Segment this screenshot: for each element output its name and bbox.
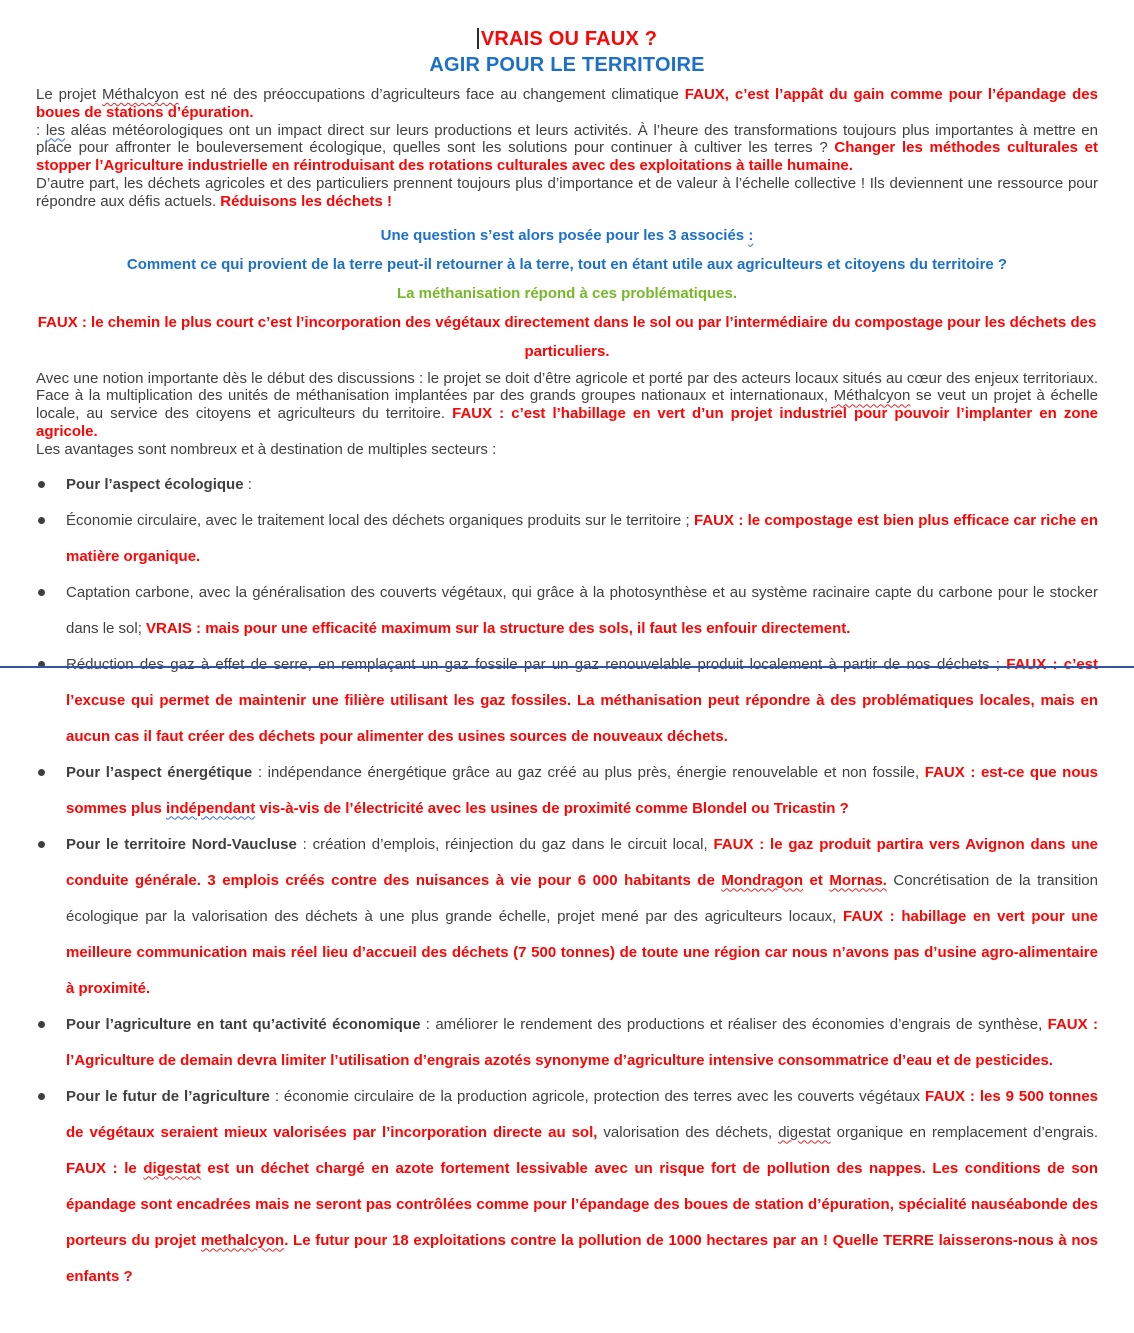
text-segment: Comment ce qui provient de la terre peut-il retourner à la terre, tout en étant utile aux agriculteurs et citoyens du territoire ? — [126, 255, 1008, 273]
text-segment: Méthalcyon — [102, 86, 179, 103]
text-segment: FAUX : le gaz produit partira vers Avignon dans une conduite générale. 3 emplois créés contre des nuisances à vie pour 6 000 habitants de — [66, 835, 1098, 889]
text-segment: Pour l’aspect énergétique — [66, 763, 253, 781]
text-segment: Pour le territoire Nord-Vaucluse — [66, 835, 297, 853]
bullet-icon — [38, 1093, 45, 1100]
paragraph — [36, 441, 1098, 459]
text-segment: organique en remplacement d’engrais. — [830, 1123, 1099, 1141]
text-segment: La méthanisation répond à ces problématiques. — [396, 284, 738, 302]
text-segment: Pour l’aspect écologique — [66, 475, 244, 493]
title-line-1: VRAIS OU FAUX ? — [480, 28, 658, 50]
document-header — [36, 26, 1098, 78]
text-segment: : économie circulaire de la production agricole, protection des terres avec les couverts végétaux — [269, 1087, 925, 1105]
text-segment: valorisation des déchets, — [597, 1123, 779, 1141]
text-segment: digestat — [143, 1159, 201, 1177]
text-segment: Captation carbone, avec la généralisation des couverts végétaux, qui grâce à la photosynthèse et au système racinaire capte du carbone pour le stocker dans le sol; — [66, 583, 1098, 637]
centered-line — [36, 279, 1098, 308]
text-segment: FAUX : c’est l’habillage en vert d’un projet industriel pour pouvoir l’implanter en zone agricole. — [36, 405, 1098, 440]
bullet-item — [66, 755, 1098, 827]
text-segment: Concrétisation de la transition écologique par la valorisation des déchets à une plus grande échelle, projet mené par des agriculteurs locaux, — [66, 871, 1098, 925]
text-segment: FAUX : les 9 500 tonnes de végétaux seraient mieux valorisées par l’incorporation directe au sol, — [66, 1087, 1099, 1141]
text-segment: Réduisons les déchets ! — [220, 192, 392, 210]
centered-line — [36, 308, 1098, 366]
paragraph — [36, 370, 1098, 441]
text-segment: Une question s’est alors posée pour les 3 associés — [380, 226, 749, 244]
text-segment: est un déchet chargé en azote fortement lessivable avec un risque fort de pollution des nappes. Les conditions de son épandage sont encadrées mais ne seront pas contrôlées comme pour l’épandage des boues de station d’épuration, spécialité nauséabonde des porteurs du projet — [66, 1159, 1098, 1249]
bullet-icon — [38, 589, 45, 596]
bullet-icon — [38, 769, 45, 776]
paragraph — [36, 86, 1098, 122]
text-segment: Les avantages sont nombreux et à destination de multiples secteurs : — [36, 440, 497, 458]
text-segment: Avec une notion importante dès le début des discussions : le projet se doit d’être agricole et porté par des acteurs locaux situés au cœur des enjeux territoriaux. Face à la multiplication des unités de méthanisation implantées par des grands groupes nationaux et internationaux, — [36, 369, 1098, 405]
text-segment: FAUX : le chemin le plus court c’est l’incorporation des végétaux directement dans le sol ou par l’intermédiaire du compostage pour les déchets des particuliers. — [37, 313, 1097, 360]
text-segment: Pour l’agriculture en tant qu’activité économique — [66, 1015, 421, 1033]
text-segment: : — [748, 226, 754, 244]
text-segment: et — [802, 871, 830, 889]
page-break-line — [0, 666, 1134, 668]
text-segment: VRAIS : mais pour une efficacité maximum sur la structure des sols, il faut les enfouir directement. — [146, 619, 851, 637]
text-segment: Pour le futur de l’agriculture — [66, 1087, 270, 1105]
text-segment: indépendant — [166, 799, 256, 817]
text-segment: FAUX : c’est l’excuse qui permet de maintenir une filière utilisant les gaz fossiles. La méthanisation peut répondre à des problématiques locales, mais en aucun cas il faut créer des déchets pour alimenter des usines sources de nouveaux déchets. — [66, 655, 1098, 745]
text-segment: methalcyon — [200, 1231, 285, 1249]
centered-line — [36, 250, 1098, 279]
text-segment: Changer les méthodes culturales et stopper l’Agriculture industrielle en réintroduisant des rotations culturales avec des exploitations à taille humaine. — [36, 139, 1098, 175]
text-segment: vis-à-vis de l’électricité avec les usines de proximité comme Blondel ou Tricastin ? — [255, 799, 849, 817]
text-segment: se veut un projet à échelle locale, au service des citoyens et agriculteurs du territoire. — [36, 387, 1098, 423]
text-segment: digestat — [778, 1123, 831, 1141]
text-segment: : création d’emplois, réinjection du gaz dans le circuit local, — [296, 835, 714, 853]
document-subtitle: AGIR POUR LE TERRITOIRE — [429, 54, 705, 76]
document-body[interactable] — [36, 86, 1098, 1295]
text-segment: FAUX : habillage en vert pour une meilleure communication mais réel lieu d’accueil des déchets (7 500 tonnes) de toute une région car nous n’avons pas d’usine agro-alimentaire à proximité. — [66, 907, 1098, 997]
bullet-icon — [38, 841, 45, 848]
bullet-icon — [38, 517, 45, 524]
text-segment: est né des préoccupations d’agriculteurs face au changement climatique — [178, 86, 685, 103]
bullet-icon — [38, 1021, 45, 1028]
bullet-item — [66, 647, 1098, 755]
paragraph — [36, 175, 1098, 211]
text-segment: aléas météorologiques ont un impact direct sur leurs productions et leurs activités. À l’heure des transformations toujours plus importantes à mettre en place pour affronter le bouleversement écologique, quelles sont les solutions pour continuer à cultiver les terres ? — [36, 121, 1098, 157]
text-segment: . Le futur pour 18 exploitations contre la pollution de 1000 hectares par an ! Quelle TERRE laisserons-nous à nos enfants ? — [66, 1231, 1098, 1285]
centered-line — [36, 221, 1098, 250]
bullet-item — [66, 467, 1098, 503]
text-segment: FAUX : le — [66, 1159, 144, 1177]
text-segment: Réduction des gaz à effet de serre, en remplaçant un gaz fossile par un gaz renouvelable produit localement à partir de nos déchets ; — [66, 655, 1007, 673]
text-cursor-icon — [477, 28, 479, 49]
bullet-item — [66, 1079, 1098, 1295]
paragraph — [36, 122, 1098, 175]
text-segment: FAUX : l’Agriculture de demain devra limiter l’utilisation d’engrais azotés synonyme d’agriculture intensive consommatrice d’eau et de pesticides. — [66, 1015, 1098, 1069]
bullet-item — [66, 575, 1098, 647]
text-segment: Mondragon — [721, 871, 803, 889]
text-segment: Mornas. — [829, 871, 887, 889]
text-segment: : améliorer le rendement des productions et réaliser des économies d’engrais de synthèse, — [420, 1015, 1048, 1033]
text-segment: FAUX : est-ce que nous sommes plus — [66, 763, 1098, 817]
document-title — [36, 26, 1098, 52]
bullet-item — [66, 1007, 1098, 1079]
text-segment: FAUX : le compostage est bien plus efficace car riche en matière organique. — [66, 511, 1098, 565]
text-segment: : — [36, 121, 46, 139]
bullet-icon — [38, 481, 45, 488]
text-segment: FAUX, c’est l’appât du gain comme pour l’épandage des boues de stations d’épuration. — [36, 86, 1098, 121]
text-segment: les — [45, 121, 65, 139]
text-segment: Le projet — [36, 86, 103, 103]
text-segment: D’autre part, les déchets agricoles et des particuliers prennent toujours plus d’importance et de valeur à l’échelle collective ! Ils deviennent une ressource pour répondre aux défis actuels. — [36, 174, 1098, 210]
text-segment: Méthalcyon — [833, 387, 911, 405]
text-segment: : indépendance énergétique grâce au gaz créé au plus près, énergie renouvelable et non fossile, — [252, 763, 925, 781]
text-segment: : — [243, 475, 252, 493]
bullet-item — [66, 827, 1098, 1007]
text-segment: Économie circulaire, avec le traitement local des déchets organiques produits sur le territoire ; — [66, 511, 695, 529]
bullet-item — [66, 503, 1098, 575]
